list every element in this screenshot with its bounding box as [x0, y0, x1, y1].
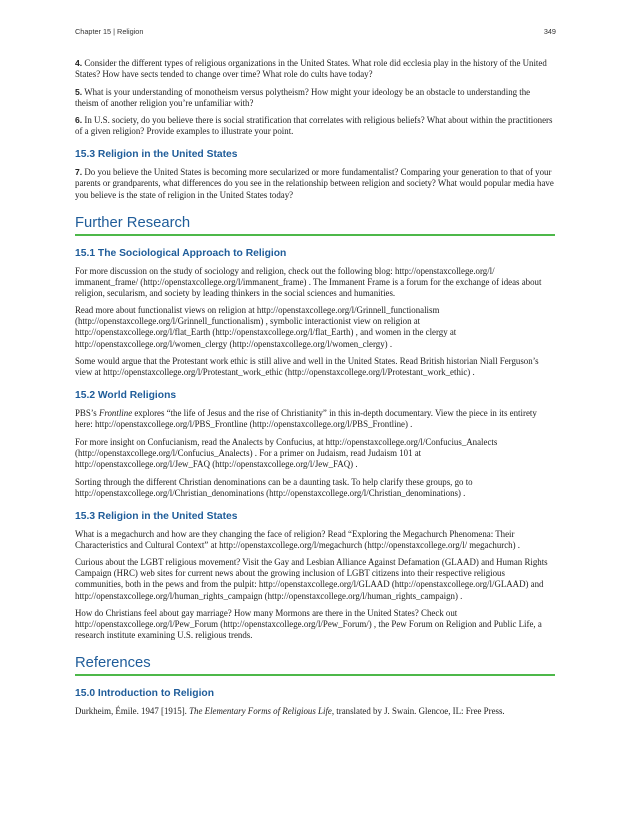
- chapter-title: Chapter 15 | Religion: [75, 27, 144, 36]
- section-heading-15-1: 15.1 The Sociological Approach to Religion: [75, 247, 287, 259]
- reference-entry: [75, 706, 555, 717]
- question-6: [75, 115, 555, 137]
- section-heading-15-2: 15.2 World Religions: [75, 390, 177, 402]
- question-number: 7.: [75, 167, 83, 178]
- references-heading: References: [75, 655, 555, 676]
- further-research-heading: Further Research: [75, 215, 555, 236]
- paragraph: [75, 408, 555, 430]
- paragraph: What is a megachurch and how are they changing the face of religion? Read “Exploring the Megachurch Phenomena: Their Characteristics and Cultural Context” at http://openstaxcollege.org/l/megachurch (http://openstaxcollege.org/l/ megachurch) .: [75, 528, 521, 550]
- question-text: In U.S. society, do you believe there is social stratification that correlates with religious beliefs? What about within the practitioners of a given religion? Provide examples to illustrate your point.: [75, 115, 553, 137]
- question-4: [75, 58, 555, 80]
- page-content: [75, 58, 555, 724]
- paragraph: Curious about the LGBT religious movement? Visit the Gay and Lesbian Alliance Against Defamation (GLAAD) and Human Rights Campaign (HRC) web sites for current news about the growing inclusion of LGBT citizens into their respective religious communities, both in the pews and from the pulpit: http://openstaxcollege.org/l/GLAAD (http://openstaxcollege.org/l/GLAAD) and http://openstaxcollege.org/l/human_rights_campaign (http://openstaxcollege.org/l/human_rights_campaign) .: [75, 557, 548, 601]
- question-number: 5.: [75, 86, 83, 97]
- text-run: Durkheim, Émile. 1947 [1915].: [75, 706, 190, 717]
- paragraph: How do Christians feel about gay marriage? How many Mormons are there in the United States? Check out http://openstaxcollege.org/l/Pew_Forum (http://openstaxcollege.org/l/Pew_Forum/) , the Pew Forum on Religion and Public Life, a research institute examining U.S. religious trends.: [75, 608, 542, 641]
- paragraph: For more insight on Confucianism, read the Analects by Confucius, at http://openstaxcollege.org/l/Confucius_Analects (http://openstaxcollege.org/l/Confucius_Analects) . For a primer on Judaism, read Judaism 101 at http://openstaxcollege.org/l/Jew_FAQ (http://openstaxcollege.org/l/Jew_FAQ) .: [75, 436, 498, 470]
- question-7: [75, 167, 555, 200]
- question-text: What is your understanding of monotheism versus polytheism? How might your ideology be an obstacle to understanding the theism of another religion you’re unfamiliar with?: [75, 86, 531, 108]
- section-heading-15-0: 15.0 Introduction to Religion: [75, 688, 215, 700]
- text-run: explores “the life of Jesus and the rise of Christianity” in this in-depth documentary. View the piece in its entirety here: http://openstaxcollege.org/l/PBS_Frontline (http://openstaxcollege.org/l/PBS_Frontline) .: [75, 408, 537, 430]
- italic-title: The Elementary Forms of Religious Life: [189, 706, 332, 717]
- italic-title: Frontline: [98, 408, 133, 419]
- page-number: 349: [543, 27, 556, 36]
- question-number: 4.: [75, 58, 83, 68]
- paragraph: Sorting through the different Christian denominations can be a daunting task. To help clarify these groups, go to http://openstaxcollege.org/l/Christian_denominations (http://openstaxcollege.org/l/Christian_denominations) .: [75, 476, 473, 498]
- section-heading-15-3-questions: 15.3 Religion in the United States: [75, 149, 238, 161]
- paragraph: For more discussion on the study of sociology and religion, check out the following blog: http://openstaxcollege.org/l/ immanent_frame/ (http://openstaxcollege.org/l/immanent_frame) . The Immanent Frame is a forum for the exchange of ideas about religion, secularism, and society by leading thinkers in the social sciences and humanities.: [75, 265, 542, 298]
- question-5: [75, 87, 555, 109]
- text-run: , translated by J. Swain. Glencoe, IL: Free Press.: [331, 706, 505, 717]
- paragraph: Read more about functionalist views on religion at http://openstaxcollege.org/l/Grinnell_functionalism (http://openstaxcollege.org/l/Grinnell_functionalism) , symbolic interactionist view on religion at http://openstaxcollege.org/l/flat_Earth (http://openstaxcollege.org/l/flat_Earth) , and women in the clergy at http://openstaxcollege.org/l/women_clergy (http://openstaxcollege.org/l/women_clergy) .: [75, 305, 457, 349]
- paragraph: Some would argue that the Protestant work ethic is still alive and well in the United States. Read British historian Niall Ferguson’s view at http://openstaxcollege.org/l/Protestant_work_ethic (http://openstaxcollege.org/l/Protestant_work_ethic) .: [75, 356, 539, 378]
- section-heading-15-3: 15.3 Religion in the United States: [75, 510, 238, 522]
- question-text: Consider the different types of religious organizations in the United States. What role did ecclesia play in the history of the United States? How have sects tended to change over time? What role do cults have today?: [75, 58, 547, 80]
- question-number: 6.: [75, 115, 83, 126]
- question-text: Do you believe the United States is becoming more secularized or more fundamentalist? Comparing your generation to that of your parents or grandparents, what differences do you see in the relationship between religion and society? What would popular media have you believe is the state of religion in the United States today?: [75, 167, 554, 200]
- text-run: PBS’s: [75, 408, 99, 419]
- running-header: [75, 27, 556, 36]
